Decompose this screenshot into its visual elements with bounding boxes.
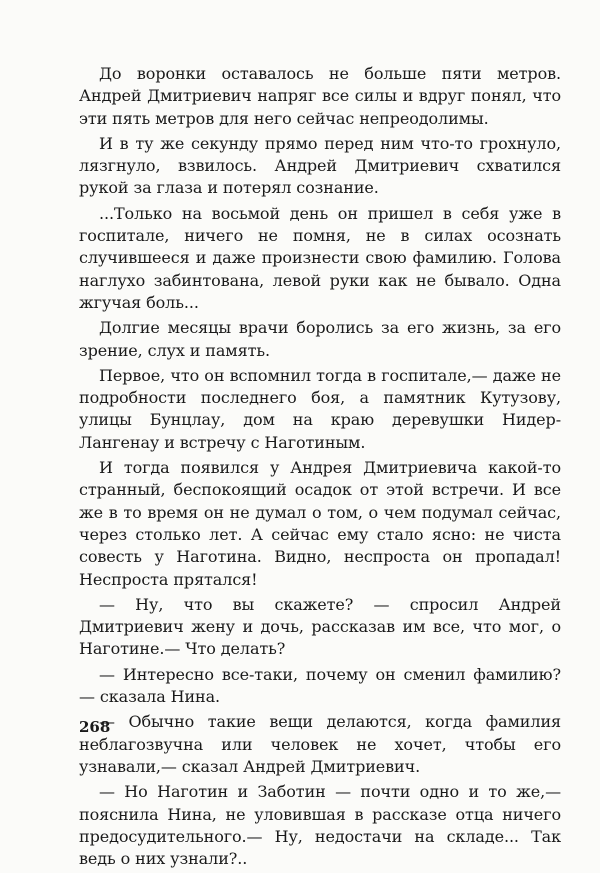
paragraph: До воронки оставалось не больше пяти метров. Андрей Дмитриевич напряг все силы и вдруг понял, что эти пять метров для него сейчас непреодолимы. bbox=[79, 64, 561, 128]
paragraph: Первое, что он вспомнил тогда в госпитале,— даже не подробности последнего боя, а памятник Кутузову, улицы Бунцлау, дом на краю деревушки Нидер-Лангенау и встречу с Наготиным. bbox=[79, 365, 561, 452]
paragraph: И в ту же секунду прямо перед ним что-то грохнуло, лязгнуло, взвилось. Андрей Дмитриевич схватился рукой за глаза и потерял сознание. bbox=[79, 133, 561, 198]
paragraph: — Но Наготин и Заботин — почти одно и то же,— пояснила Нина, не уловившая в рассказе отца ничего предосудительного.— Ну, недостачи на складе... Так ведь о них узнали?.. bbox=[79, 782, 561, 869]
page-number: 268 bbox=[79, 718, 111, 736]
paragraph: И тогда появился у Андрея Дмитриевича какой-то странный, беспокоящий осадок от этой встречи. И все же в то время он не думал о том, о чем подумал сейчас, через столько лет. А сейчас ему стало ясно: не чиста совесть у Наготина. Видно, неспроста он пропадал! Неспроста прятался! bbox=[79, 458, 561, 589]
text-block bbox=[79, 63, 561, 873]
paragraph: Долгие месяцы врачи боролись за его жизнь, за его зрение, слух и память. bbox=[79, 318, 561, 360]
paragraph: — Ну, что вы скажете? — спросил Андрей Дмитриевич жену и дочь, рассказав им все, что мог, о Наготине.— Что делать? bbox=[79, 594, 561, 659]
paragraph: — Интересно все-таки, почему он сменил фамилию? — сказала Нина. bbox=[79, 664, 561, 707]
paragraph: — Обычно такие вещи делаются, когда фамилия неблагозвучна или человек не хочет, чтобы его узнавали,— сказал Андрей Дмитриевич. bbox=[79, 712, 561, 776]
paragraph: ...Только на восьмой день он пришел в себя уже в госпитале, ничего не помня, не в силах осознать случившееся и даже произнести свою фамилию. Голова наглухо забинтована, левой руки как не бывало. Одна жгучая боль... bbox=[79, 203, 561, 312]
